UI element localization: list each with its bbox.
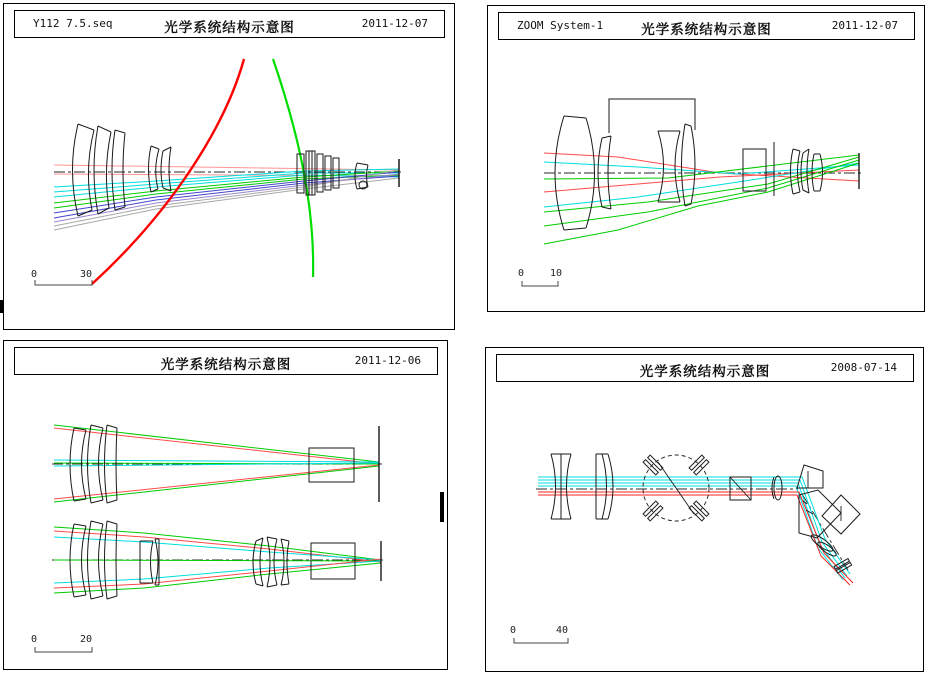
lens-layout-diagram [486, 348, 925, 673]
prism-block-config1 [309, 448, 354, 482]
plot-title: 光学系统结构示意图 [164, 20, 295, 36]
plot-header [14, 10, 445, 38]
scale-end-label: 10 [550, 268, 563, 279]
lens-layout-diagram [4, 4, 456, 331]
plot-title: 光学系统结构示意图 [641, 22, 772, 38]
front-lens-group [555, 116, 611, 230]
plot-label: ZOOM System-1 [517, 19, 604, 32]
scale-start-label: 0 [518, 268, 525, 279]
ray-bundle-config1 [54, 425, 379, 502]
zoom-group-bracket [609, 99, 695, 133]
scale-bar [31, 269, 92, 285]
plot-title: 光学系统结构示意图 [160, 357, 292, 373]
plot-date: 2011-12-07 [831, 19, 898, 32]
scale-end-label: 20 [80, 634, 93, 645]
middle-lens-group [149, 146, 172, 192]
plot-panel-bottom-left [3, 340, 448, 670]
scale-start-label: 0 [31, 634, 38, 645]
field-curve-red [92, 59, 244, 284]
scale-bar [510, 625, 568, 643]
plot-header [14, 347, 438, 375]
lens-layout-diagram [488, 6, 926, 313]
plot-panel-top-left [3, 3, 455, 330]
edge-artifact-middle [440, 492, 444, 522]
scale-bar [518, 268, 562, 286]
filter-turret [643, 455, 709, 521]
plot-header [496, 354, 914, 382]
plot-date: 2011-12-06 [354, 354, 421, 367]
scale-start-label: 0 [510, 625, 517, 636]
plot-date: 2011-12-07 [361, 17, 428, 30]
lens-layout-diagram [4, 341, 449, 671]
plot-panel-bottom-right [485, 347, 924, 672]
ray-bundle-config2 [54, 527, 381, 593]
plot-title: 光学系统结构示意图 [639, 364, 771, 380]
plot-header [498, 12, 915, 40]
ray-bundle-cyan [54, 169, 399, 197]
plot-label: Y112 7.5.seq [33, 17, 113, 30]
edge-artifact-left [0, 300, 4, 313]
scale-bar [31, 634, 92, 652]
scale-start-label: 0 [31, 269, 38, 280]
scale-end-label: 30 [80, 269, 93, 280]
scale-end-label: 40 [556, 625, 569, 636]
middle-lens-group [658, 124, 695, 206]
plot-date: 2008-07-14 [830, 361, 897, 374]
plot-panel-top-right [487, 5, 925, 312]
